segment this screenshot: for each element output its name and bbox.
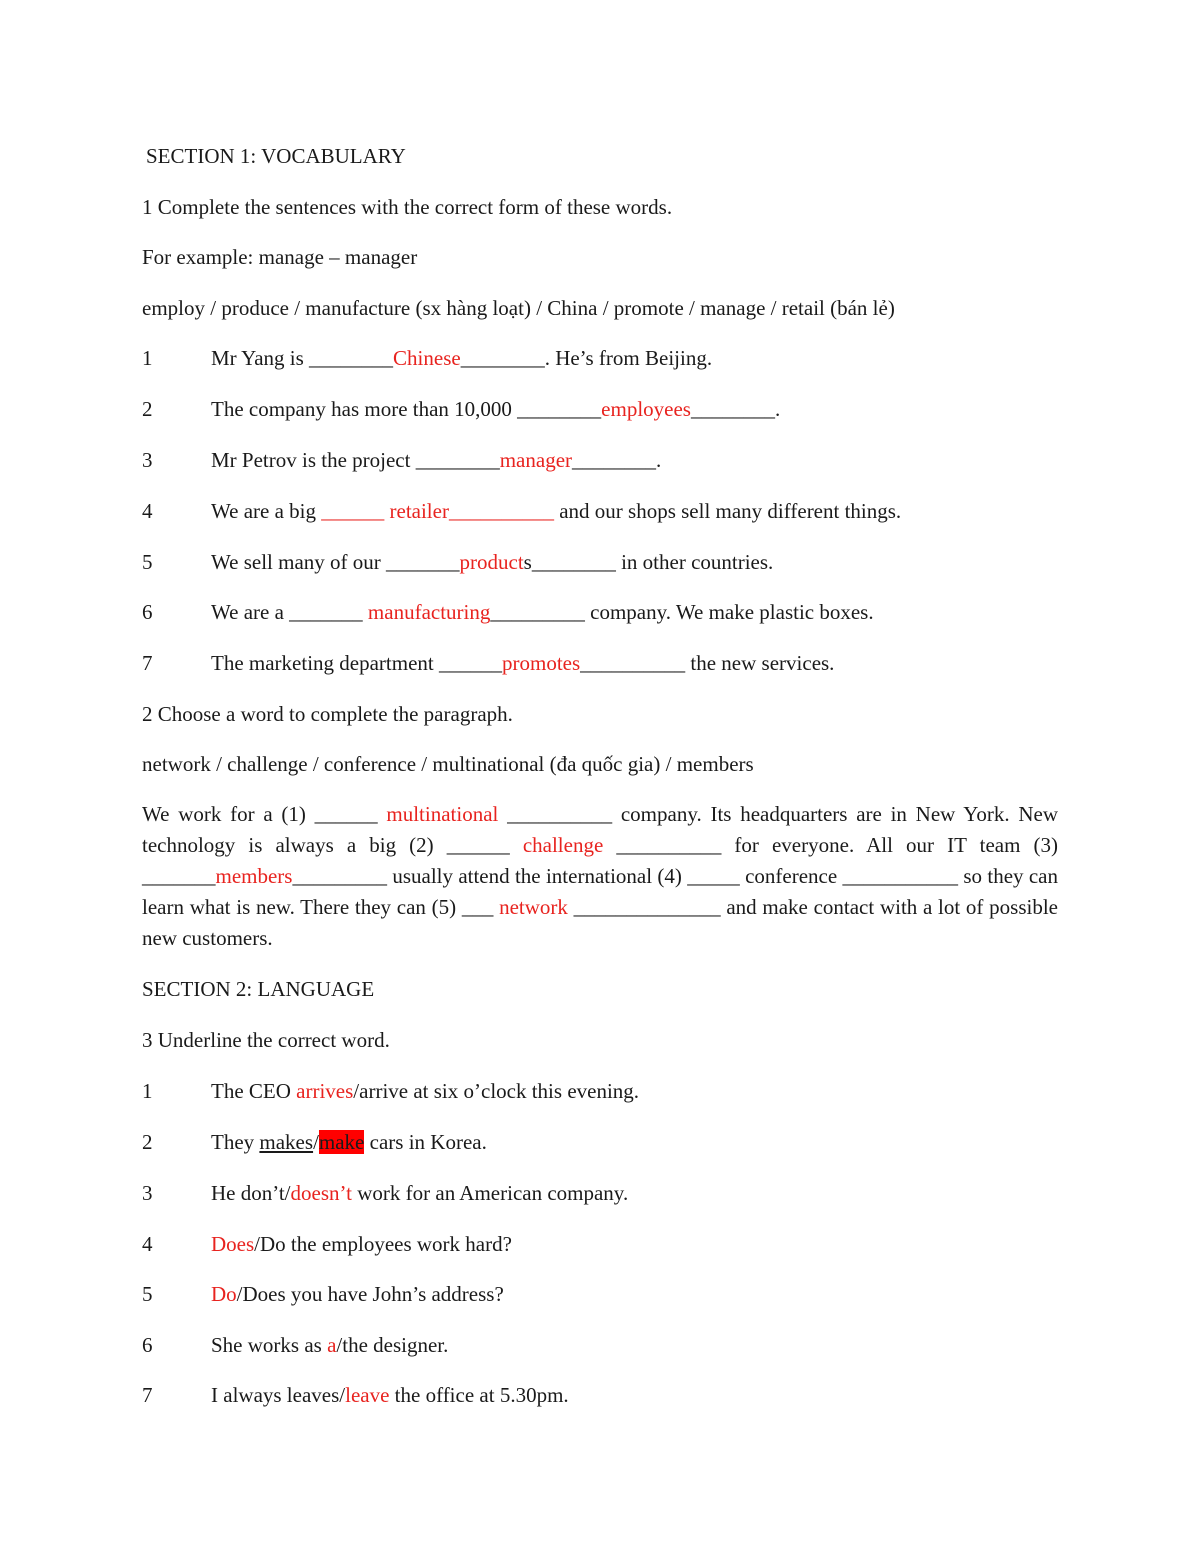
paragraph-part: ______________ and make contact with a lot of possible new customers. (142, 895, 1058, 950)
item-number: 7 (142, 1383, 153, 1407)
item-sentence (211, 1127, 487, 1158)
item-number: 4 (142, 499, 153, 523)
sentence-part: The marketing department ______ (211, 651, 502, 675)
sentence-part: the office at 5.30pm. (389, 1383, 569, 1407)
sentence-part: We are a _______ (211, 600, 368, 624)
sentence-part: / (313, 1130, 319, 1154)
item-sentence (211, 1229, 512, 1260)
answer-text: multinational (386, 802, 499, 826)
sentence-part: cars in Korea. (364, 1130, 487, 1154)
sentence-part: __________ the new services. (580, 651, 835, 675)
ex3-instruction: 3 Underline the correct word. (142, 1028, 390, 1052)
ex1-instruction: 1 Complete the sentences with the correct form of these words. (142, 195, 673, 219)
answer-text: a (327, 1333, 337, 1357)
sentence-part: She works as (211, 1333, 328, 1357)
sentence-part: /arrive at six o’clock this evening. (353, 1079, 640, 1103)
sentence-part: ________. He’s from Beijing. (460, 346, 713, 370)
answer-text: members (215, 864, 293, 888)
item-number: 1 (142, 346, 153, 370)
highlighted-answer: make (318, 1130, 365, 1154)
sentence-part: ______ (321, 499, 390, 523)
sentence-part: They (211, 1130, 260, 1154)
item-sentence (211, 1279, 504, 1310)
sentence-part: /Do the employees work hard? (254, 1232, 512, 1256)
item-number: 1 (142, 1079, 153, 1103)
sentence-part: We are a big (211, 499, 322, 523)
item-number: 3 (142, 448, 153, 472)
ex2-paragraph (142, 799, 1058, 954)
item-sentence (211, 394, 780, 425)
answer-text: product (459, 550, 524, 574)
sentence-part: and our shops sell many different things. (553, 499, 902, 523)
ex2-word-bank: network / challenge / conference / multinational (đa quốc gia) / members (142, 752, 754, 776)
sentence-part: I always leaves/ (211, 1383, 346, 1407)
sentence-part: s________ in other countries. (523, 550, 774, 574)
sentence-part: ________. (572, 448, 662, 472)
answer-text: employees (601, 397, 691, 421)
section1-title: SECTION 1: VOCABULARY (146, 144, 406, 168)
item-number: 3 (142, 1181, 153, 1205)
item-sentence (211, 496, 901, 527)
answer-text: Does (211, 1232, 255, 1256)
item-sentence (211, 343, 712, 374)
answer-text: arrives (296, 1079, 354, 1103)
ex1-example: For example: manage – manager (142, 245, 418, 269)
sentence-part: /Does you have John’s address? (236, 1282, 504, 1306)
answer-text: doesn’t (290, 1181, 352, 1205)
item-number: 6 (142, 1333, 153, 1357)
item-number: 5 (142, 1282, 153, 1306)
answer-text: retailer (389, 499, 449, 523)
item-number: 7 (142, 651, 153, 675)
sentence-part: _________ company. We make plastic boxes. (490, 600, 874, 624)
item-number: 2 (142, 397, 153, 421)
item-number: 4 (142, 1232, 153, 1256)
sentence-part: The CEO (211, 1079, 297, 1103)
ex2-instruction: 2 Choose a word to complete the paragraph. (142, 702, 513, 726)
item-sentence (211, 1178, 628, 1209)
sentence-part: Mr Petrov is the project ________ (211, 448, 500, 472)
item-number: 2 (142, 1130, 153, 1154)
item-sentence (211, 1330, 448, 1361)
item-sentence (211, 1076, 639, 1107)
sentence-part: We sell many of our _______ (211, 550, 460, 574)
answer-text: Chinese (393, 346, 461, 370)
item-number: 6 (142, 600, 153, 624)
section2-title: SECTION 2: LANGUAGE (142, 977, 375, 1001)
answer-text: challenge (522, 833, 604, 857)
item-sentence (211, 1380, 569, 1411)
answer-text: manufacturing (367, 600, 491, 624)
answer-text: Do (211, 1282, 237, 1306)
sentence-part: work for an American company. (351, 1181, 629, 1205)
item-sentence (211, 648, 834, 679)
answer-text: network (499, 895, 568, 919)
underlined-option: makes (259, 1130, 314, 1154)
paragraph-part: __________ company. Its headquarters are in New York. New technology is always a big (2) ______ (142, 802, 1058, 857)
sentence-part: Mr Yang is ________ (211, 346, 394, 370)
sentence-part: ________. (690, 397, 781, 421)
sentence-part: The company has more than 10,000 ________ (211, 397, 602, 421)
paragraph-part: _________ usually attend the international (4) _____ conference ___________ so they can learn what is new. There they can (5) ___ (142, 864, 1058, 919)
paragraph-part: __________ for everyone. All our IT team (3) _______ (142, 833, 1058, 888)
ex1-word-bank: employ / produce / manufacture (sx hàng loạt) / China / promote / manage / retail (bán lẻ) (142, 296, 895, 320)
answer-text: leave (345, 1383, 390, 1407)
sentence-part: __________ (448, 499, 554, 523)
answer-text: manager (499, 448, 573, 472)
item-number: 5 (142, 550, 153, 574)
sentence-part: /the designer. (336, 1333, 449, 1357)
answer-text: promotes (502, 651, 581, 675)
item-sentence (211, 597, 874, 628)
item-sentence (211, 547, 773, 578)
sentence-part: He don’t/ (211, 1181, 291, 1205)
paragraph-part: We work for a (1) ______ (142, 802, 387, 826)
item-sentence (211, 445, 661, 476)
